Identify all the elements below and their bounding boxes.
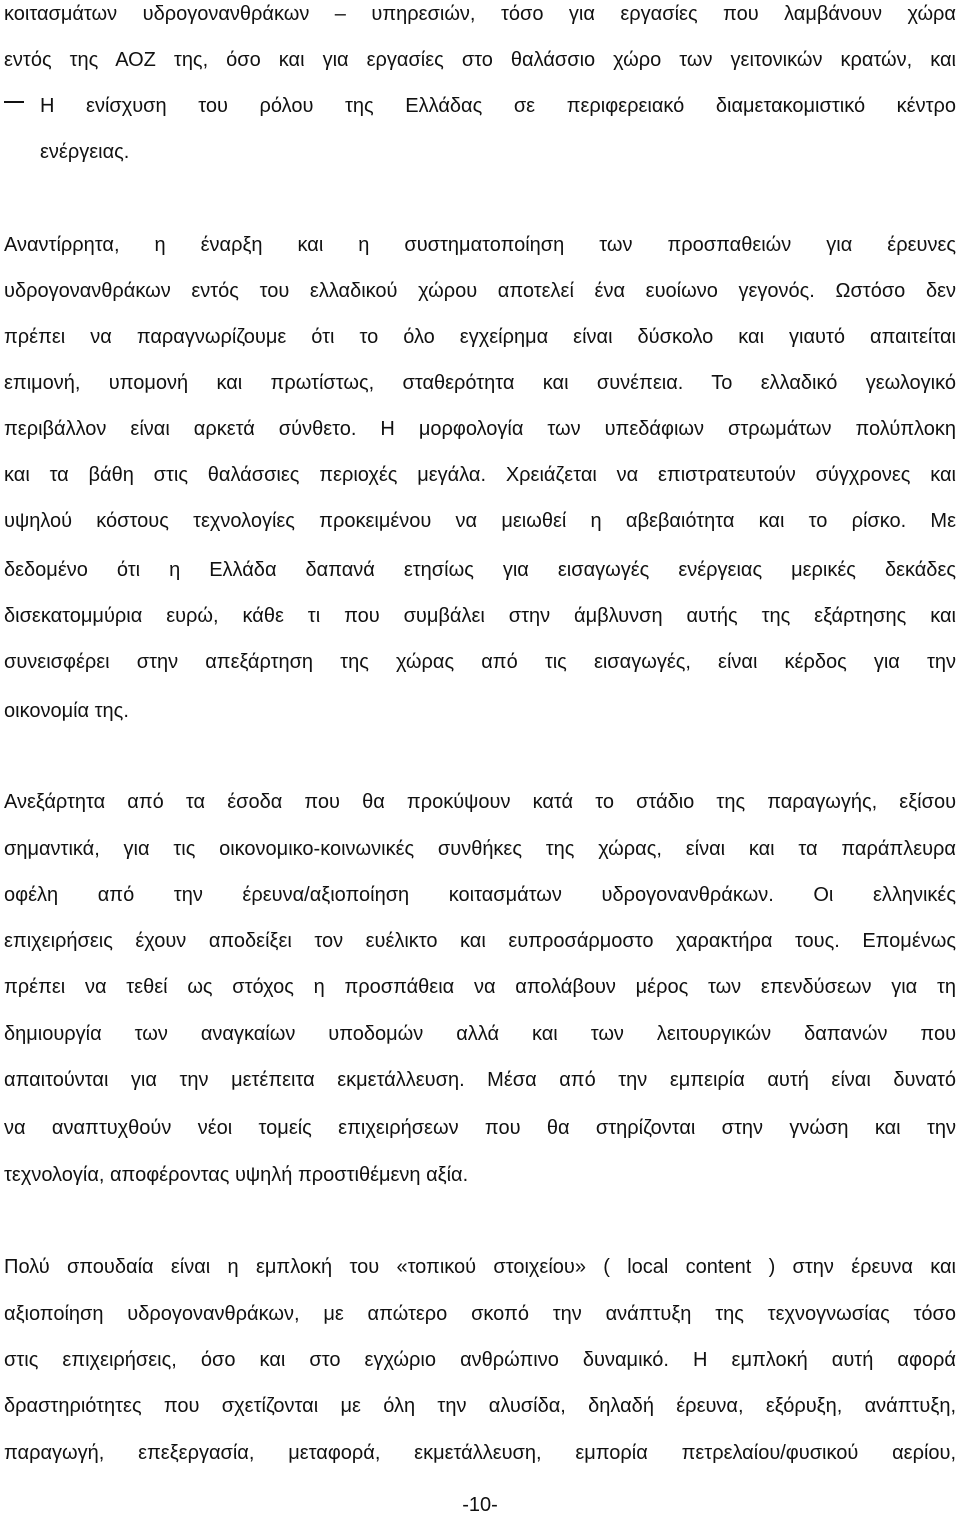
paragraph-1-line: υδρογονανθράκων εντός του ελλαδικού χώρου αποτελεί ένα ευοίωνο γεγονός. Ωστόσο δεν <box>4 280 956 302</box>
paragraph-1-line: και τα βάθη στις θαλάσσιες περιοχές μεγάλα. Χρειάζεται να επιστρατευτούν σύγχρονες και <box>4 464 956 486</box>
text-line: εντός της ΑΟΖ της, όσο και για εργασίες στο θαλάσσιο χώρο των γειτονικών κρατών, και <box>4 49 956 71</box>
paragraph-2-line: δημιουργία των αναγκαίων υποδομών αλλά και των λειτουργικών δαπανών που <box>4 1023 956 1045</box>
paragraph-1-line: συνεισφέρει στην απεξάρτηση της χώρας από τις εισαγωγές, είναι κέρδος για την <box>4 651 956 673</box>
paragraph-1-line: περιβάλλον είναι αρκετά σύνθετο. Η μορφολογία των υπεδάφιων στρωμάτων πολύπλοκη <box>4 418 956 440</box>
paragraph-2-line: οφέλη από την έρευνα/αξιοποίηση κοιτασμάτων υδρογονανθράκων. Οι ελληνικές <box>4 884 956 906</box>
paragraph-2-line: να αναπτυχθούν νέοι τομείς επιχειρήσεων που θα στηρίζονται στην γνώση και την <box>4 1117 956 1139</box>
paragraph-1-line: επιμονή, υπομονή και πρωτίστως, σταθερότητα και συνέπεια. Το ελλαδικό γεωλογικό <box>4 372 956 394</box>
dash-bullet-icon <box>4 101 24 103</box>
paragraph-1-line: δισεκατομμύρια ευρώ, κάθε τι που συμβάλει στην άμβλυνση αυτής της εξάρτησης και <box>4 605 956 627</box>
paragraph-2-line: Ανεξάρτητα από τα έσοδα που θα προκύψουν κατά το στάδιο της παραγωγής, εξίσου <box>4 791 956 813</box>
paragraph-3-line: δραστηριότητες που σχετίζονται με όλη την αλυσίδα, δηλαδή έρευνα, εξόρυξη, ανάπτυξη, <box>4 1395 956 1417</box>
bullet-text-line: Η ενίσχυση του ρόλου της Ελλάδας σε περιφερειακό διαμετακομιστικό κέντρο <box>40 95 956 117</box>
paragraph-1-line: οικονομία της. <box>4 700 129 722</box>
paragraph-2-line: πρέπει να τεθεί ως στόχος η προσπάθεια να απολάβουν μέρος των επενδύσεων για τη <box>4 976 956 998</box>
page-number: -10- <box>462 1494 498 1516</box>
paragraph-1-line: δεδομένο ότι η Ελλάδα δαπανά ετησίως για εισαγωγές ενέργειας μερικές δεκάδες <box>4 559 956 581</box>
paragraph-1-line: πρέπει να παραγνωρίζουμε ότι το όλο εγχείρημα είναι δύσκολο και γιαυτό απαιτείται <box>4 326 956 348</box>
paragraph-1-line: Αναντίρρητα, η έναρξη και η συστηματοποίηση των προσπαθειών για έρευνες <box>4 234 956 256</box>
paragraph-2-line: σημαντικά, για τις οικονομικο-κοινωνικές συνθήκες της χώρας, είναι και τα παράπλευρα <box>4 838 956 860</box>
text-line: κοιτασμάτων υδρογονανθράκων – υπηρεσιών, τόσο για εργασίες που λαμβάνουν χώρα <box>4 3 956 25</box>
bullet-text-line: ενέργειας. <box>40 141 130 163</box>
paragraph-3-line: Πολύ σπουδαία είναι η εμπλοκή του «τοπικού στοιχείου» ( local content ) στην έρευνα και <box>4 1256 956 1278</box>
paragraph-2-line: απαιτούνται για την μετέπειτα εκμετάλλευση. Μέσα από την εμπειρία αυτή είναι δυνατό <box>4 1069 956 1091</box>
paragraph-3-line: στις επιχειρήσεις, όσο και στο εγχώριο ανθρώπινο δυναμικό. Η εμπλοκή αυτή αφορά <box>4 1349 956 1371</box>
paragraph-3-line: αξιοποίηση υδρογονανθράκων, με απώτερο σκοπό την ανάπτυξη της τεχνογνωσίας τόσο <box>4 1303 956 1325</box>
paragraph-1-line: υψηλού κόστους τεχνολογίες προκειμένου να μειωθεί η αβεβαιότητα και το ρίσκο. Με <box>4 510 956 532</box>
paragraph-2-line: επιχειρήσεις έχουν αποδείξει τον ευέλικτο και ευπροσάρμοστο χαρακτήρα τους. Επομένως <box>4 930 956 952</box>
paragraph-2-line: τεχνολογία, αποφέροντας υψηλή προστιθέμενη αξία. <box>4 1164 469 1186</box>
paragraph-3-line: παραγωγή, επεξεργασία, μεταφορά, εκμετάλλευση, εμπορία πετρελαίου/φυσικού αερίου, <box>4 1442 956 1464</box>
